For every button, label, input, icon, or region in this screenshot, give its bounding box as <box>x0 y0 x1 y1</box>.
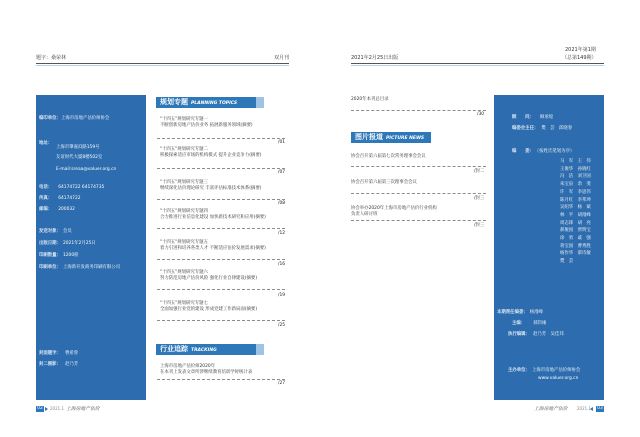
header-stripe-left <box>36 65 289 66</box>
tracking-page: /27 <box>278 381 286 386</box>
frequency-label: 双月刊 <box>274 55 290 61</box>
news-item[interactable] <box>351 206 437 217</box>
exec-editor-label: 本期责任编委： <box>497 310 528 315</box>
topic-divider <box>157 199 285 200</box>
picture-news-header <box>351 132 431 143</box>
topic-page: /08 <box>278 201 286 206</box>
fax-label: 传真： <box>39 196 53 201</box>
header-rule-left <box>36 63 289 64</box>
board-member-row: 蒋宝国 曹秀胜 <box>560 243 591 249</box>
email-value: E-mail:sreaa@valuer.org.cn <box>56 167 117 172</box>
chief-editor-label: 主编： <box>512 321 526 326</box>
topic-divider <box>157 289 285 290</box>
topic-page: /07 <box>278 170 286 175</box>
picture-title: 图片报道 <box>355 133 383 141</box>
topic-item[interactable] <box>160 117 253 128</box>
news-divider <box>351 220 486 221</box>
tracking-header <box>156 344 264 355</box>
address-label: 地址： <box>39 141 53 146</box>
topic-item[interactable] <box>160 270 257 281</box>
board-member-row: 周志锋 胡 亮 <box>560 220 591 226</box>
masthead-panel-right <box>494 95 604 400</box>
cover-value: 曹希曾 <box>64 351 79 356</box>
board-member-row: 吴绍华 杨 斌 <box>560 205 591 211</box>
news-line1: 协会举办2020年上海市房地产估价行业机构 <box>351 206 437 211</box>
topic-divider <box>157 168 285 169</box>
news-page: /封二 <box>474 169 485 174</box>
copies-value: 1200册 <box>62 253 79 258</box>
advisor-label: 顾 问： <box>512 115 534 120</box>
page-arrow-icon <box>45 407 48 411</box>
address-line-2: 友谊时代大厦8楼502室 <box>56 155 103 160</box>
board-member-row: 冯 洁 刘卫国 <box>560 174 591 180</box>
footer-date-right: 2021.1 <box>577 406 591 411</box>
tracking-line1: 上海市房地产估价师2020年 <box>160 364 216 369</box>
members-note: （按姓氏笔划为序） <box>536 149 575 154</box>
zip-value: 200032 <box>58 207 75 212</box>
footer-brand-left: 上海房地产估价 <box>66 407 100 412</box>
board-member-row: 郝俊国 贾明宝 <box>560 228 591 234</box>
editorial-board-list <box>560 158 591 266</box>
zip-label: 邮编： <box>39 207 53 212</box>
topic-page: /16 <box>278 262 286 267</box>
topic-item[interactable] <box>160 301 257 312</box>
tracking-divider <box>157 379 285 380</box>
printer-label: 印刷单位： <box>39 265 61 270</box>
pubdate-value: 2021年2月25日 <box>62 241 96 246</box>
planning-title: 规划专题 <box>160 98 188 106</box>
total-issue: （总第149期） <box>562 55 597 61</box>
committee-label: 编委会主任： <box>512 126 539 131</box>
topic-line2: 继续深化估价理论研究 丰富评估标准技术体系(摘要) <box>160 185 262 191</box>
tracking-item[interactable] <box>160 364 252 375</box>
topic-page: /12 <box>278 231 286 236</box>
topic-divider <box>157 259 285 260</box>
page-arrow-icon <box>590 407 593 411</box>
tracking-title: 行业追踪 <box>160 345 188 353</box>
board-member-row: 陈月红 李邦坤 <box>560 197 591 203</box>
tracking-subtitle: TRACKING <box>191 348 217 353</box>
page-number-left: 02 <box>37 406 43 411</box>
header-tail <box>256 97 264 108</box>
topic-line1: "十四五"规划研究专题六 <box>160 270 208 275</box>
board-member-row: 王俊华 孙晓红 <box>560 166 591 172</box>
header-stripe-right <box>351 65 604 66</box>
news-item[interactable]: 协会召开第六届第七次常务理事会会议 <box>351 154 426 159</box>
tracking-line2: 在本刊上发表文章所涉继续教育培训学时统计表 <box>160 369 253 375</box>
header-tail <box>256 344 264 355</box>
host-website[interactable]: www.valuer.org.cn <box>538 376 579 381</box>
pubdate-label: 出版日期： <box>39 241 61 246</box>
news-page: /封三 <box>474 223 485 228</box>
board-member-row: 徐 勇 戚 强 <box>560 236 591 242</box>
printer-value: 上海新开发商务印刷有限公司 <box>62 265 121 270</box>
issue-number: 2021年第1期 <box>565 47 596 53</box>
news-divider <box>351 193 486 194</box>
topic-line1: "十四五"规划研究专题三 <box>160 180 208 185</box>
footer-date-left: 2021.1 <box>50 406 64 411</box>
topic-item[interactable] <box>160 180 261 191</box>
catalog-page: /30 <box>477 112 485 117</box>
topic-page: /25 <box>278 323 286 328</box>
topic-line2: 合力推进行业信息化建设 加快新技术研究和应用(摘要) <box>160 214 266 220</box>
topic-line1: "十四五"规划研究专题四 <box>160 209 208 214</box>
chief-editor-value: 郝钧缘 <box>533 321 547 326</box>
catalog-title[interactable]: 2020年本刊总目录 <box>351 97 389 102</box>
board-member-row: 林 平 胡漫峰 <box>560 212 591 218</box>
board-member-row: 杨作华 蔡诗敏 <box>560 251 591 257</box>
address-line-1: 上海市肇嘉浜路159号 <box>56 145 100 150</box>
topic-line1: "十四五"规划研究专题二 <box>160 147 208 152</box>
back-photo-label: 封二摄影： <box>39 362 61 367</box>
picture-subtitle: PICTURE NEWS <box>386 136 425 141</box>
distribution-value: 会员 <box>62 229 72 234</box>
topic-line2: 积极探索适应市场的机构模式 提升企业竞争力(摘要) <box>160 152 262 158</box>
board-member-row: 马 军 王 伟 <box>560 159 591 164</box>
cover-label: 封面题字： <box>39 351 61 356</box>
distribution-label: 发送对象： <box>39 229 61 234</box>
publish-date: 2021年2月25日出版 <box>351 55 399 61</box>
news-item[interactable]: 协会召开第六届第三次理事会会议 <box>351 180 417 185</box>
topic-line2: 全面加强行业党的建设 形成党建工作新局面(摘要) <box>160 306 258 312</box>
topic-item[interactable] <box>160 147 261 158</box>
members-label: 编 委： <box>512 149 534 154</box>
calligraphy-credit: 题字：桑荣林 <box>36 55 67 61</box>
planning-subtitle: PLANNING TOPICS <box>191 101 238 106</box>
assoc-editor-label: 执行编辑： <box>508 332 530 337</box>
board-member-row: 朱宝泉 余 斐 <box>560 182 591 188</box>
topic-page: /19 <box>278 293 286 298</box>
back-photo-value: 赵乃芳 <box>64 362 79 367</box>
topic-item[interactable] <box>160 240 266 251</box>
phone-value: 64174722 64174735 <box>58 185 105 190</box>
board-member-row: 樊 芸 <box>560 259 574 265</box>
host-value: 上海市房地产估价师协会 <box>531 368 581 373</box>
topic-divider <box>157 138 285 139</box>
assoc-editor-value: 赵乃芳 吴佳玮 <box>532 332 564 337</box>
header-rule-right <box>351 63 604 64</box>
topic-line1: "十四五"规划研究专题五 <box>160 240 208 245</box>
news-line2: 负责人研讨班 <box>351 211 378 217</box>
topic-line2: 不断创新房地产估价业务 拓展新服务领域(摘要) <box>160 122 253 128</box>
news-divider <box>351 166 486 167</box>
topic-page: /01 <box>278 140 286 145</box>
masthead-panel-left <box>36 95 146 400</box>
board-member-row: 许 军 李思伟 <box>560 189 591 195</box>
topic-divider <box>157 320 285 321</box>
news-page: /封三 <box>474 196 485 201</box>
catalog-divider <box>351 110 486 111</box>
host-label: 主办单位： <box>508 368 530 373</box>
topic-line2: 努力防范房地产估价风险 强化行业自律建设(摘要) <box>160 275 258 281</box>
sponsor-label: 编印单位： <box>39 116 61 121</box>
exec-editor-value: 杨漫峰 <box>529 310 543 315</box>
committee-value: 樊 芸 邱晓春 <box>541 126 573 131</box>
fax-value: 64174722 <box>58 196 81 201</box>
copies-label: 印刷数量： <box>39 253 61 258</box>
page-number-right: 03 <box>597 406 603 411</box>
planning-topics-header <box>156 97 264 108</box>
advisor-value: 顾承煌 <box>539 115 554 120</box>
topic-divider <box>157 228 285 229</box>
phone-label: 电话： <box>39 185 53 190</box>
topic-line1: "十四五"规划研究专题一 <box>160 117 208 122</box>
topic-item[interactable] <box>160 209 266 220</box>
sponsor-value: 上海市房地产估价师协会 <box>60 116 110 121</box>
topic-line2: 着力引进和培养各类人才 不断适应估价发展需求(摘要) <box>160 245 266 251</box>
footer-brand-right: 上海房地产估价 <box>534 407 568 412</box>
topic-line1: "十四五"规划研究专题七 <box>160 301 208 306</box>
